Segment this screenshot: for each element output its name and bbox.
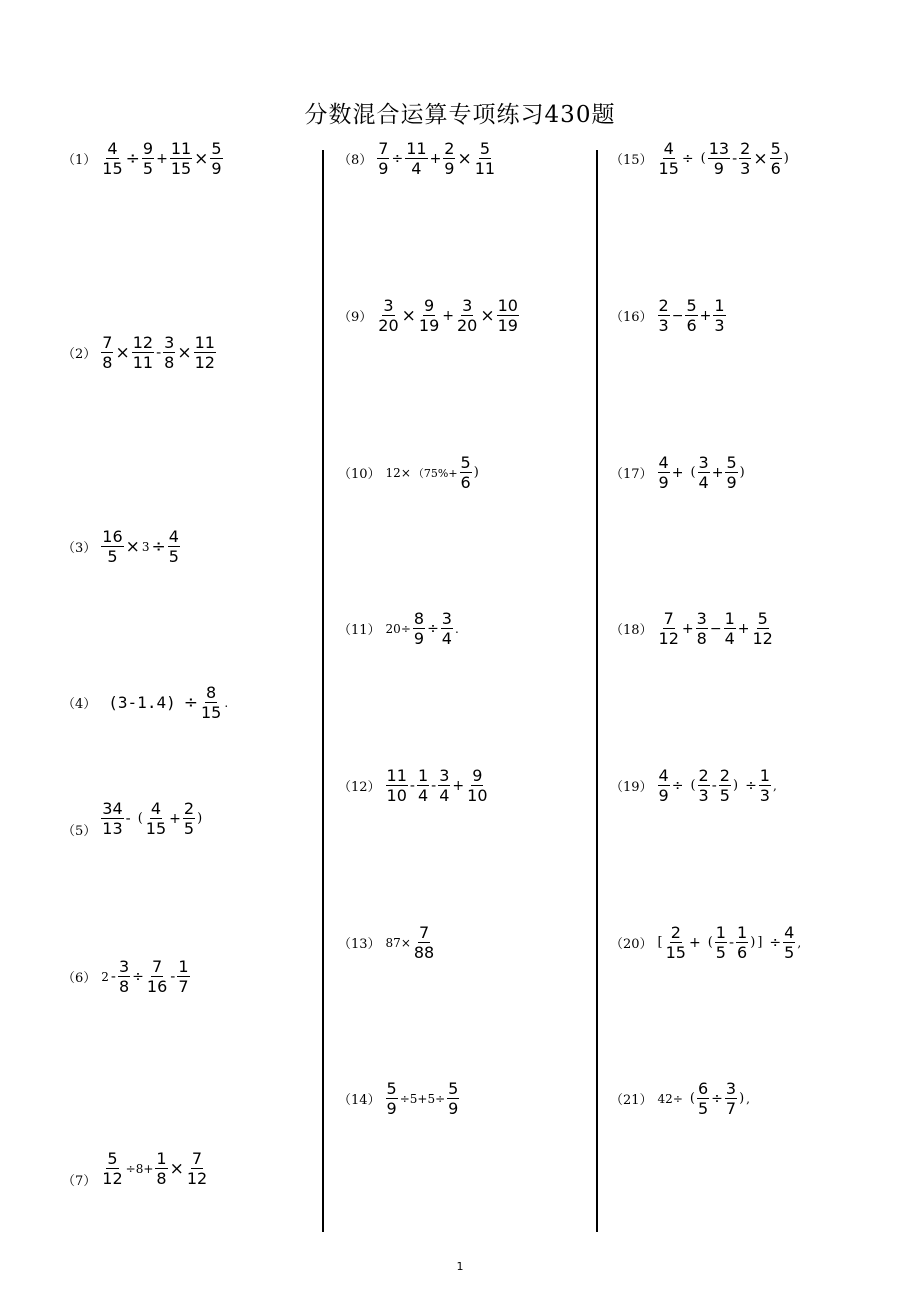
fraction: $\frac{2}{15}$ <box>665 923 686 962</box>
multiply-sign: × <box>401 305 416 326</box>
divide-sign: ÷ <box>427 620 439 637</box>
fraction: $\frac{5}{12}$ <box>102 1149 123 1188</box>
expression-prefix: 12× <box>385 465 411 480</box>
fraction: $\frac{3}{8}$ <box>696 609 707 648</box>
problem-16 <box>610 297 727 334</box>
expression-prefix: 87× <box>385 935 411 950</box>
fraction: $\frac{8}{9}$ <box>413 609 425 648</box>
fraction: $\frac{1}{6}$ <box>737 923 748 962</box>
minus-sign: - <box>170 968 176 985</box>
problem-number: （1） <box>62 153 97 168</box>
problem-20 <box>610 924 802 961</box>
fraction: $\frac{5}{9}$ <box>211 139 222 178</box>
problem-number: （10） <box>338 467 381 482</box>
fraction: $\frac{7}{16}$ <box>146 957 168 996</box>
fraction: $\frac{5}{9}$ <box>726 453 737 492</box>
fraction: $\frac{8}{15}$ <box>200 683 222 722</box>
fraction: $\frac{3}{7}$ <box>725 1079 737 1118</box>
problem-number: （19） <box>610 780 653 795</box>
close-paren: ) <box>739 465 745 480</box>
fraction: $\frac{4}{5}$ <box>784 923 795 962</box>
column-divider-right <box>596 150 598 1232</box>
problem-number: （21） <box>610 1093 653 1108</box>
number: 3 <box>141 539 150 554</box>
divide-sign: ÷ <box>125 148 140 169</box>
problem-18 <box>610 610 775 647</box>
close-paren: ) <box>732 778 739 793</box>
fraction: $\frac{5}{9}$ <box>448 1079 459 1118</box>
minus-sign: - <box>728 934 735 951</box>
open-paren: ( <box>690 465 696 480</box>
problem-3 <box>62 528 181 565</box>
page-title: 分数混合运算专项练习430题 <box>304 102 616 128</box>
punctuation: , <box>797 935 802 950</box>
fraction: $\frac{34}{13}$ <box>102 799 123 838</box>
minus-sign: - <box>125 810 131 827</box>
problem-number: （15） <box>610 153 653 168</box>
divide-sign: ÷ <box>391 150 404 167</box>
problem-number: （8） <box>338 153 373 168</box>
minus-sign: - <box>156 344 162 361</box>
fraction: $\frac{11}{4}$ <box>406 139 427 178</box>
fraction: $\frac{2}{9}$ <box>444 139 455 178</box>
page-number: 1 <box>456 1260 464 1273</box>
plus-sign: + <box>429 150 442 167</box>
close-paren: ) <box>197 811 203 826</box>
number: 2 <box>101 969 109 984</box>
fraction: $\frac{9}{10}$ <box>467 766 488 805</box>
fraction: $\frac{3}{8}$ <box>164 333 175 372</box>
divide-sign: ÷ <box>132 968 144 985</box>
fraction: $\frac{3}{20}$ <box>378 296 399 335</box>
fraction: $\frac{5}{12}$ <box>752 609 773 648</box>
plus-sign: + <box>699 307 712 324</box>
fraction: $\frac{1}{8}$ <box>156 1149 167 1188</box>
plus-sign: + <box>442 307 454 324</box>
problem-5 <box>62 800 203 837</box>
fraction: $\frac{4}{15}$ <box>658 139 679 178</box>
fraction: $\frac{9}{5}$ <box>142 139 154 178</box>
fraction: $\frac{5}{6}$ <box>460 453 471 492</box>
problem-2 <box>62 334 217 371</box>
punctuation: . <box>454 621 459 636</box>
fraction: $\frac{9}{19}$ <box>418 296 440 335</box>
problem-number: （3） <box>62 541 97 556</box>
problem-number: （2） <box>62 347 97 362</box>
plus-sign: + <box>156 150 168 167</box>
close-paren: ) <box>473 465 479 480</box>
fraction: $\frac{7}{12}$ <box>186 1149 208 1188</box>
open-paren: ( <box>689 1091 695 1106</box>
divide-sign: ÷ <box>711 1090 723 1107</box>
expression-prefix: 20÷ <box>385 621 411 636</box>
fraction: $\frac{1}{3}$ <box>759 766 770 805</box>
expression: (3-1.4) <box>108 693 176 712</box>
problem-10 <box>338 454 480 491</box>
open-bracket: [ <box>657 935 663 950</box>
multiply-sign: × <box>480 305 495 326</box>
fraction: $\frac{5}{6}$ <box>770 139 781 178</box>
fraction: $\frac{4}{9}$ <box>658 766 669 805</box>
fraction: $\frac{13}{9}$ <box>708 139 730 178</box>
fraction: $\frac{5}{6}$ <box>686 296 697 335</box>
fraction: $\frac{2}{3}$ <box>740 139 751 178</box>
divide-sign: ÷ <box>745 777 757 794</box>
divide-sign: ÷ <box>183 692 198 713</box>
problem-number: （16） <box>610 310 653 325</box>
fraction: $\frac{1}{7}$ <box>178 957 189 996</box>
problem-11 <box>338 610 460 647</box>
fraction: $\frac{11}{15}$ <box>170 139 192 178</box>
fraction: $\frac{4}{9}$ <box>658 453 669 492</box>
problem-17 <box>610 454 746 491</box>
problem-6 <box>62 958 191 995</box>
plus-sign: + <box>711 464 724 481</box>
fraction: $\frac{2}{3}$ <box>658 296 669 335</box>
fraction: $\frac{7}{88}$ <box>413 923 435 962</box>
plus-sign: + <box>452 777 465 794</box>
multiply-sign: × <box>169 1158 184 1179</box>
open-paren: ( <box>707 935 713 950</box>
problem-number: （12） <box>338 780 381 795</box>
problem-number: （9） <box>338 310 373 325</box>
plus-sign: + <box>688 934 701 951</box>
minus-sign: - <box>431 777 437 794</box>
plus-sign: + <box>671 464 684 481</box>
close-paren: ) <box>783 151 789 166</box>
fraction: $\frac{2}{5}$ <box>719 766 730 805</box>
problem-12 <box>338 767 490 804</box>
fraction: $\frac{4}{15}$ <box>145 799 167 838</box>
fraction: $\frac{5}{9}$ <box>386 1079 397 1118</box>
multiply-sign: × <box>194 148 209 169</box>
problem-9 <box>338 297 520 334</box>
fraction: $\frac{1}{3}$ <box>714 296 725 335</box>
problem-1 <box>62 140 224 177</box>
multiply-sign: × <box>115 342 130 363</box>
expression-prefix: 42÷ <box>657 1091 683 1106</box>
multiply-sign: × <box>457 148 472 169</box>
plus-sign: + <box>681 620 694 637</box>
multiply-sign: × <box>177 342 192 363</box>
minus-sign: - <box>110 968 116 985</box>
fraction: $\frac{7}{12}$ <box>658 609 679 648</box>
number: ÷8+ <box>125 1161 154 1176</box>
close-paren: ) <box>750 935 756 950</box>
problem-number: （13） <box>338 937 381 952</box>
fraction: $\frac{7}{8}$ <box>102 333 113 372</box>
column-divider-left <box>322 150 324 1232</box>
divide-sign: ÷ <box>769 934 782 951</box>
problem-4 <box>62 684 229 721</box>
expression-middle: ÷5+5÷ <box>399 1091 446 1106</box>
fraction: $\frac{1}{5}$ <box>715 923 726 962</box>
problem-21 <box>610 1080 751 1117</box>
problem-number: （14） <box>338 1093 381 1108</box>
minus-sign: − <box>671 307 684 324</box>
fraction: $\frac{4}{15}$ <box>102 139 123 178</box>
plus-sign: + <box>737 620 750 637</box>
problem-number: （4） <box>62 697 97 712</box>
fraction: $\frac{3}{8}$ <box>118 957 130 996</box>
fraction: $\frac{3}{20}$ <box>456 296 478 335</box>
open-paren: ( <box>137 811 143 826</box>
minus-sign: − <box>709 620 722 637</box>
fraction: $\frac{2}{3}$ <box>698 766 709 805</box>
punctuation: , <box>772 778 777 793</box>
fraction: $\frac{11}{12}$ <box>194 333 215 372</box>
fraction: $\frac{2}{5}$ <box>183 799 195 838</box>
punctuation: , <box>746 1091 750 1106</box>
minus-sign: - <box>711 777 717 794</box>
fraction: $\frac{3}{4}$ <box>439 766 450 805</box>
punctuation: . <box>224 695 229 710</box>
problem-number: （5） <box>62 824 97 839</box>
problem-number: （20） <box>610 937 653 952</box>
problem-8 <box>338 140 497 177</box>
open-paren: ( <box>690 778 696 793</box>
minus-sign: - <box>409 777 415 794</box>
fraction: $\frac{3}{4}$ <box>698 453 709 492</box>
divide-sign: ÷ <box>681 150 694 167</box>
open-paren: ( <box>700 151 706 166</box>
fraction: $\frac{1}{4}$ <box>724 609 735 648</box>
fraction: $\frac{6}{5}$ <box>697 1079 709 1118</box>
problem-7 <box>62 1150 209 1187</box>
fraction: $\frac{3}{4}$ <box>441 609 452 648</box>
multiply-sign: × <box>125 536 140 557</box>
close-paren: ) <box>739 1091 745 1106</box>
problem-13 <box>338 924 436 961</box>
problem-number: （17） <box>610 467 653 482</box>
fraction: $\frac{5}{11}$ <box>474 139 496 178</box>
problem-number: （6） <box>62 971 97 986</box>
fraction: $\frac{12}{11}$ <box>132 333 154 372</box>
fraction: $\frac{1}{4}$ <box>417 766 429 805</box>
fraction: $\frac{16}{5}$ <box>102 527 123 566</box>
minus-sign: - <box>732 150 738 167</box>
fraction: $\frac{11}{10}$ <box>386 766 407 805</box>
problem-number: （7） <box>62 1174 97 1189</box>
fraction: $\frac{4}{5}$ <box>168 527 179 566</box>
problem-number: （11） <box>338 623 381 638</box>
divide-sign: ÷ <box>671 777 684 794</box>
fraction: $\frac{10}{19}$ <box>497 296 518 335</box>
close-bracket: ] <box>757 935 763 950</box>
plus-sign: + <box>169 810 181 827</box>
problem-19 <box>610 767 778 804</box>
expression-inner: （75%+ <box>412 466 458 480</box>
problem-14 <box>338 1080 460 1117</box>
fraction: $\frac{7}{9}$ <box>378 139 389 178</box>
multiply-sign: × <box>753 148 768 169</box>
divide-sign: ÷ <box>151 536 166 557</box>
problem-number: （18） <box>610 623 653 638</box>
problem-15 <box>610 140 790 177</box>
